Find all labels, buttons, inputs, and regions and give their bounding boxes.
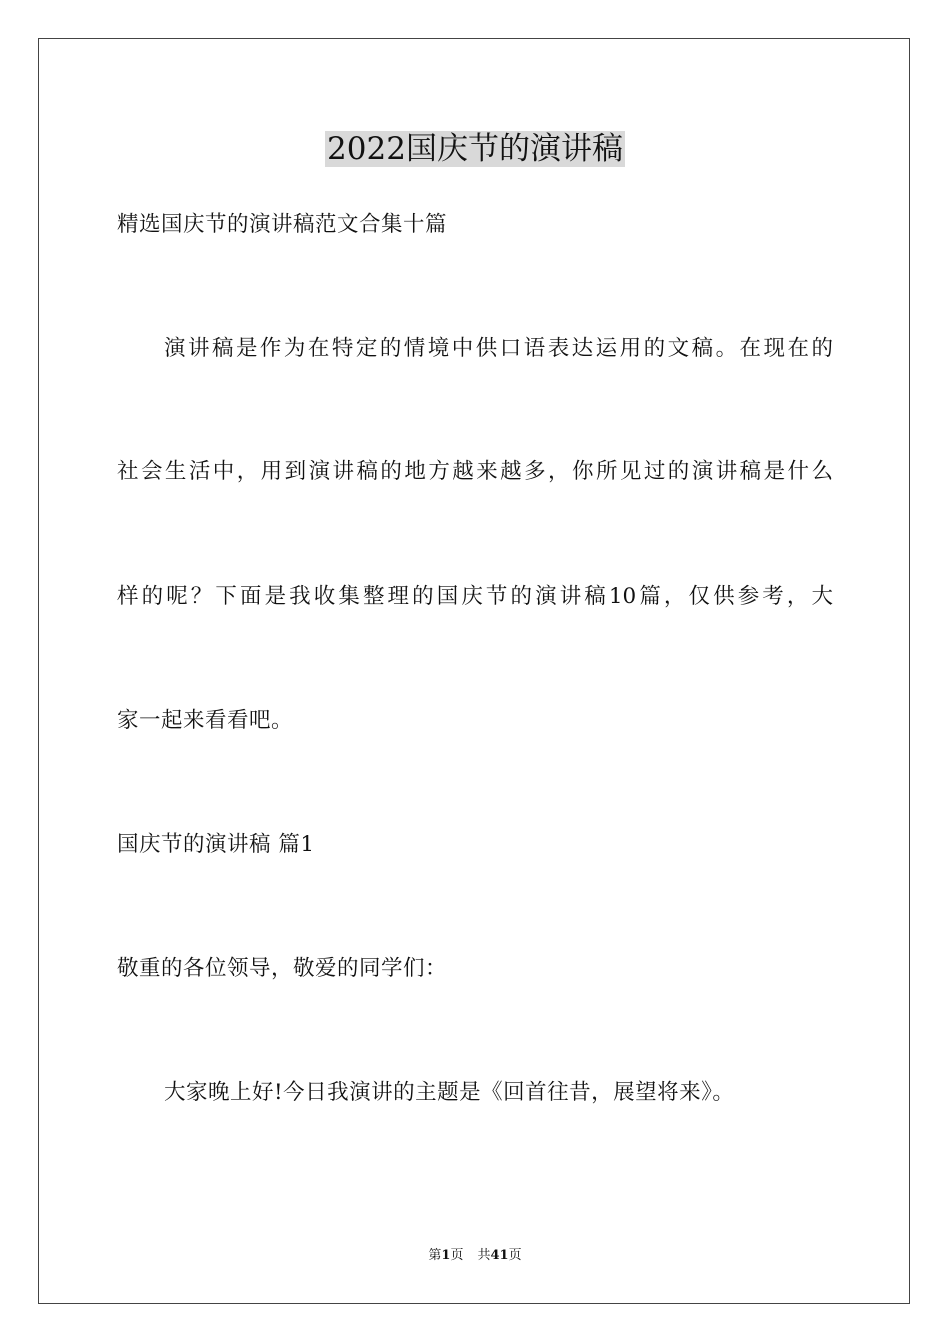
document-title — [0, 127, 950, 171]
section-heading: 国庆节的演讲稿 篇1 — [117, 832, 315, 857]
paragraph-line: 演讲稿是作为在特定的情境中供口语表达运用的文稿。在现在的 — [164, 336, 833, 361]
total-suffix: 页 — [508, 1248, 522, 1263]
salutation-line: 敬重的各位领导，敬爱的同学们： — [117, 956, 448, 981]
total-pages: 41 — [490, 1248, 509, 1263]
subtitle-line: 精选国庆节的演讲稿范文合集十篇 — [117, 212, 448, 237]
paragraph-line: 社会生活中，用到演讲稿的地方越来越多，你所见过的演讲稿是什么 — [117, 459, 833, 484]
page-prefix: 第 — [428, 1248, 442, 1263]
document-title-text: 2022国庆节的演讲稿 — [327, 131, 623, 167]
page-suffix: 页 — [450, 1248, 464, 1263]
page-footer — [0, 1247, 950, 1265]
paragraph-line: 家一起来看看吧。 — [117, 708, 294, 733]
paragraph-line: 大家晚上好!今日我演讲的主题是《回首往昔，展望将来》。 — [164, 1080, 735, 1105]
paragraph-line: 样的呢？下面是我收集整理的国庆节的演讲稿10篇，仅供参考，大 — [117, 584, 833, 609]
total-prefix: 共 — [477, 1248, 491, 1263]
page-number: 1 — [441, 1248, 451, 1263]
